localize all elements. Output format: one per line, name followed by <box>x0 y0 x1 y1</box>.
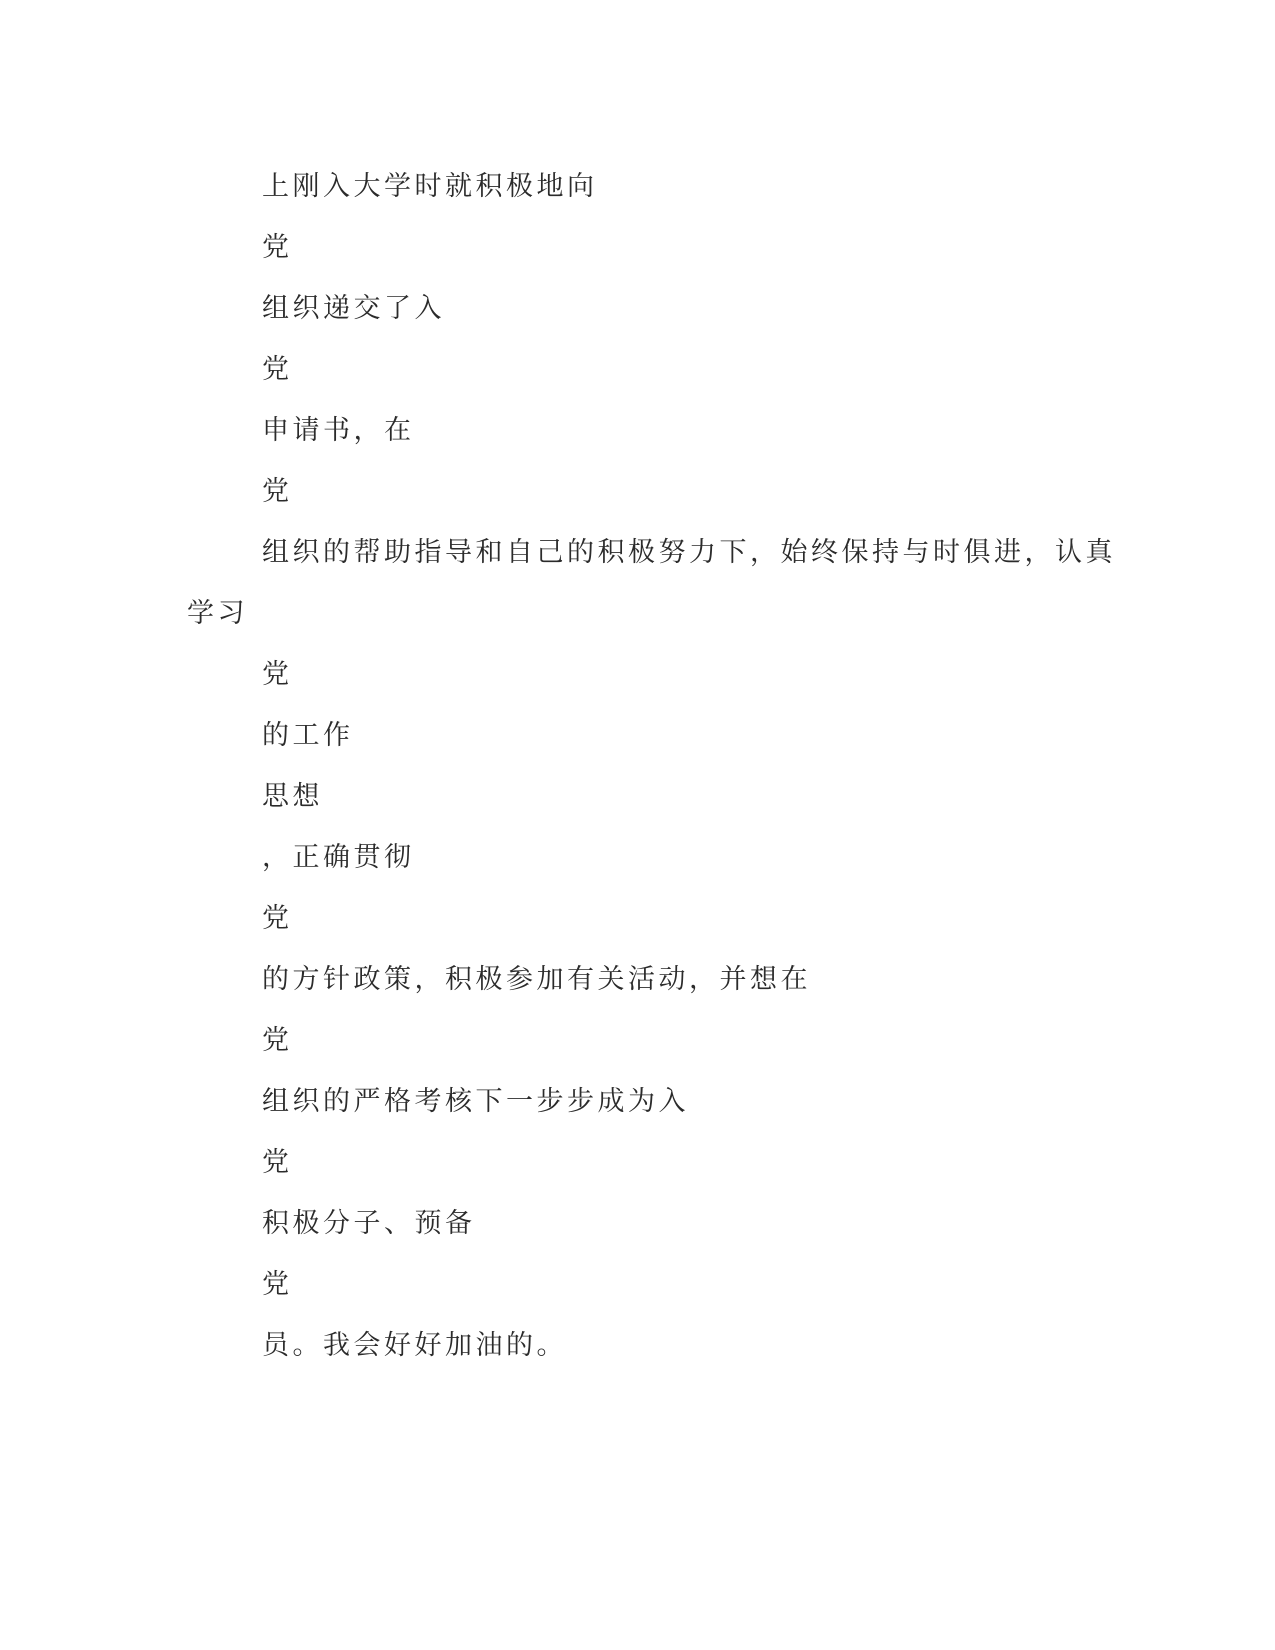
text-line: 组织的帮助指导和自己的积极努力下，始终保持与时俱进，认真 <box>262 537 1116 568</box>
text-line: 学习 <box>187 598 248 629</box>
text-line: 的工作 <box>262 720 354 751</box>
text-line: 的方针政策，积极参加有关活动，并想在 <box>262 964 811 995</box>
text-line: 员。我会好好加油的。 <box>262 1330 567 1361</box>
text-line: 党 <box>262 903 293 934</box>
text-line: ，正确贯彻 <box>262 842 415 873</box>
text-line: 党 <box>262 1269 293 1300</box>
text-line: 党 <box>262 232 293 263</box>
text-line: 申请书，在 <box>262 415 415 446</box>
text-line: 党 <box>262 476 293 507</box>
text-line: 组织的严格考核下一步步成为入 <box>262 1086 689 1117</box>
text-line: 党 <box>262 354 293 385</box>
text-line: 组织递交了入 <box>262 293 445 324</box>
text-line: 积极分子、预备 <box>262 1208 476 1239</box>
text-line: 党 <box>262 1025 293 1056</box>
text-line: 上刚入大学时就积极地向 <box>262 171 598 202</box>
text-line: 党 <box>262 659 293 690</box>
text-line: 党 <box>262 1147 293 1178</box>
text-line: 思想 <box>262 781 323 812</box>
